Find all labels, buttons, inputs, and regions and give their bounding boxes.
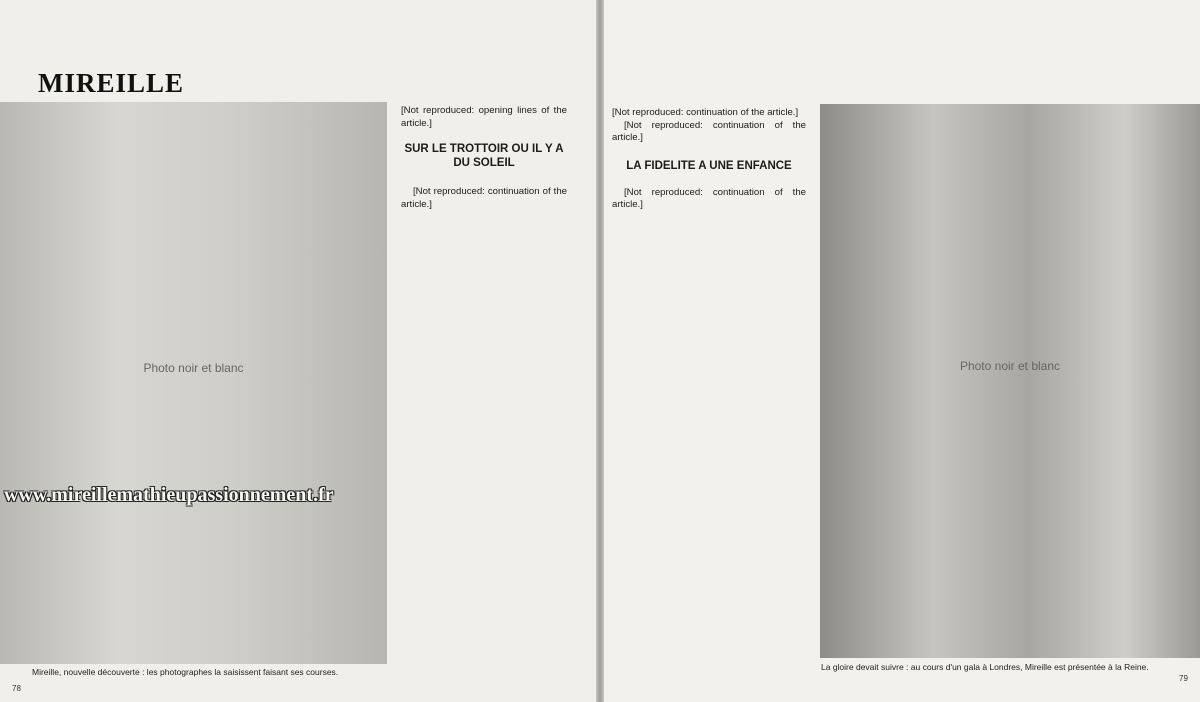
- text-column-2: [612, 107, 806, 212]
- page-number-left: 78: [12, 684, 21, 693]
- column-2-paragraph-1: [Not reproduced: continuation of the article.]: [612, 107, 799, 118]
- page-gutter: [596, 0, 604, 702]
- caption-left: Mireille, nouvelle découverte : les photographes la saisissent faisant ses courses.: [32, 667, 339, 677]
- page-number-right: 79: [1179, 674, 1188, 683]
- text-column-1: [401, 105, 567, 211]
- column-1-body: [Not reproduced: continuation of the article.]: [401, 186, 567, 210]
- photo-left-placeholder: Photo noir et blanc: [143, 360, 244, 375]
- section-heading-trottoir: SUR LE TROTTOIR OU IL Y A DU SOLEIL: [404, 143, 564, 170]
- article-title: MIREILLE: [38, 68, 185, 98]
- column-2-paragraph-3: [Not reproduced: continuation of the article.]: [612, 186, 806, 211]
- column-1-intro: [Not reproduced: opening lines of the article.]: [401, 105, 567, 129]
- section-heading-fidelite: LA FIDELITE A UNE ENFANCE: [626, 159, 792, 172]
- photo-left: [0, 102, 387, 664]
- column-2-paragraph-2: [Not reproduced: continuation of the article.]: [612, 119, 806, 144]
- caption-right: La gloire devait suivre : au cours d'un gala à Londres, Mireille est présentée à la Reine.: [821, 662, 1149, 672]
- photo-right: [820, 104, 1200, 658]
- watermark: www.mireillemathieupassionnement.fr: [4, 484, 334, 506]
- photo-right-placeholder: Photo noir et blanc: [959, 358, 1061, 373]
